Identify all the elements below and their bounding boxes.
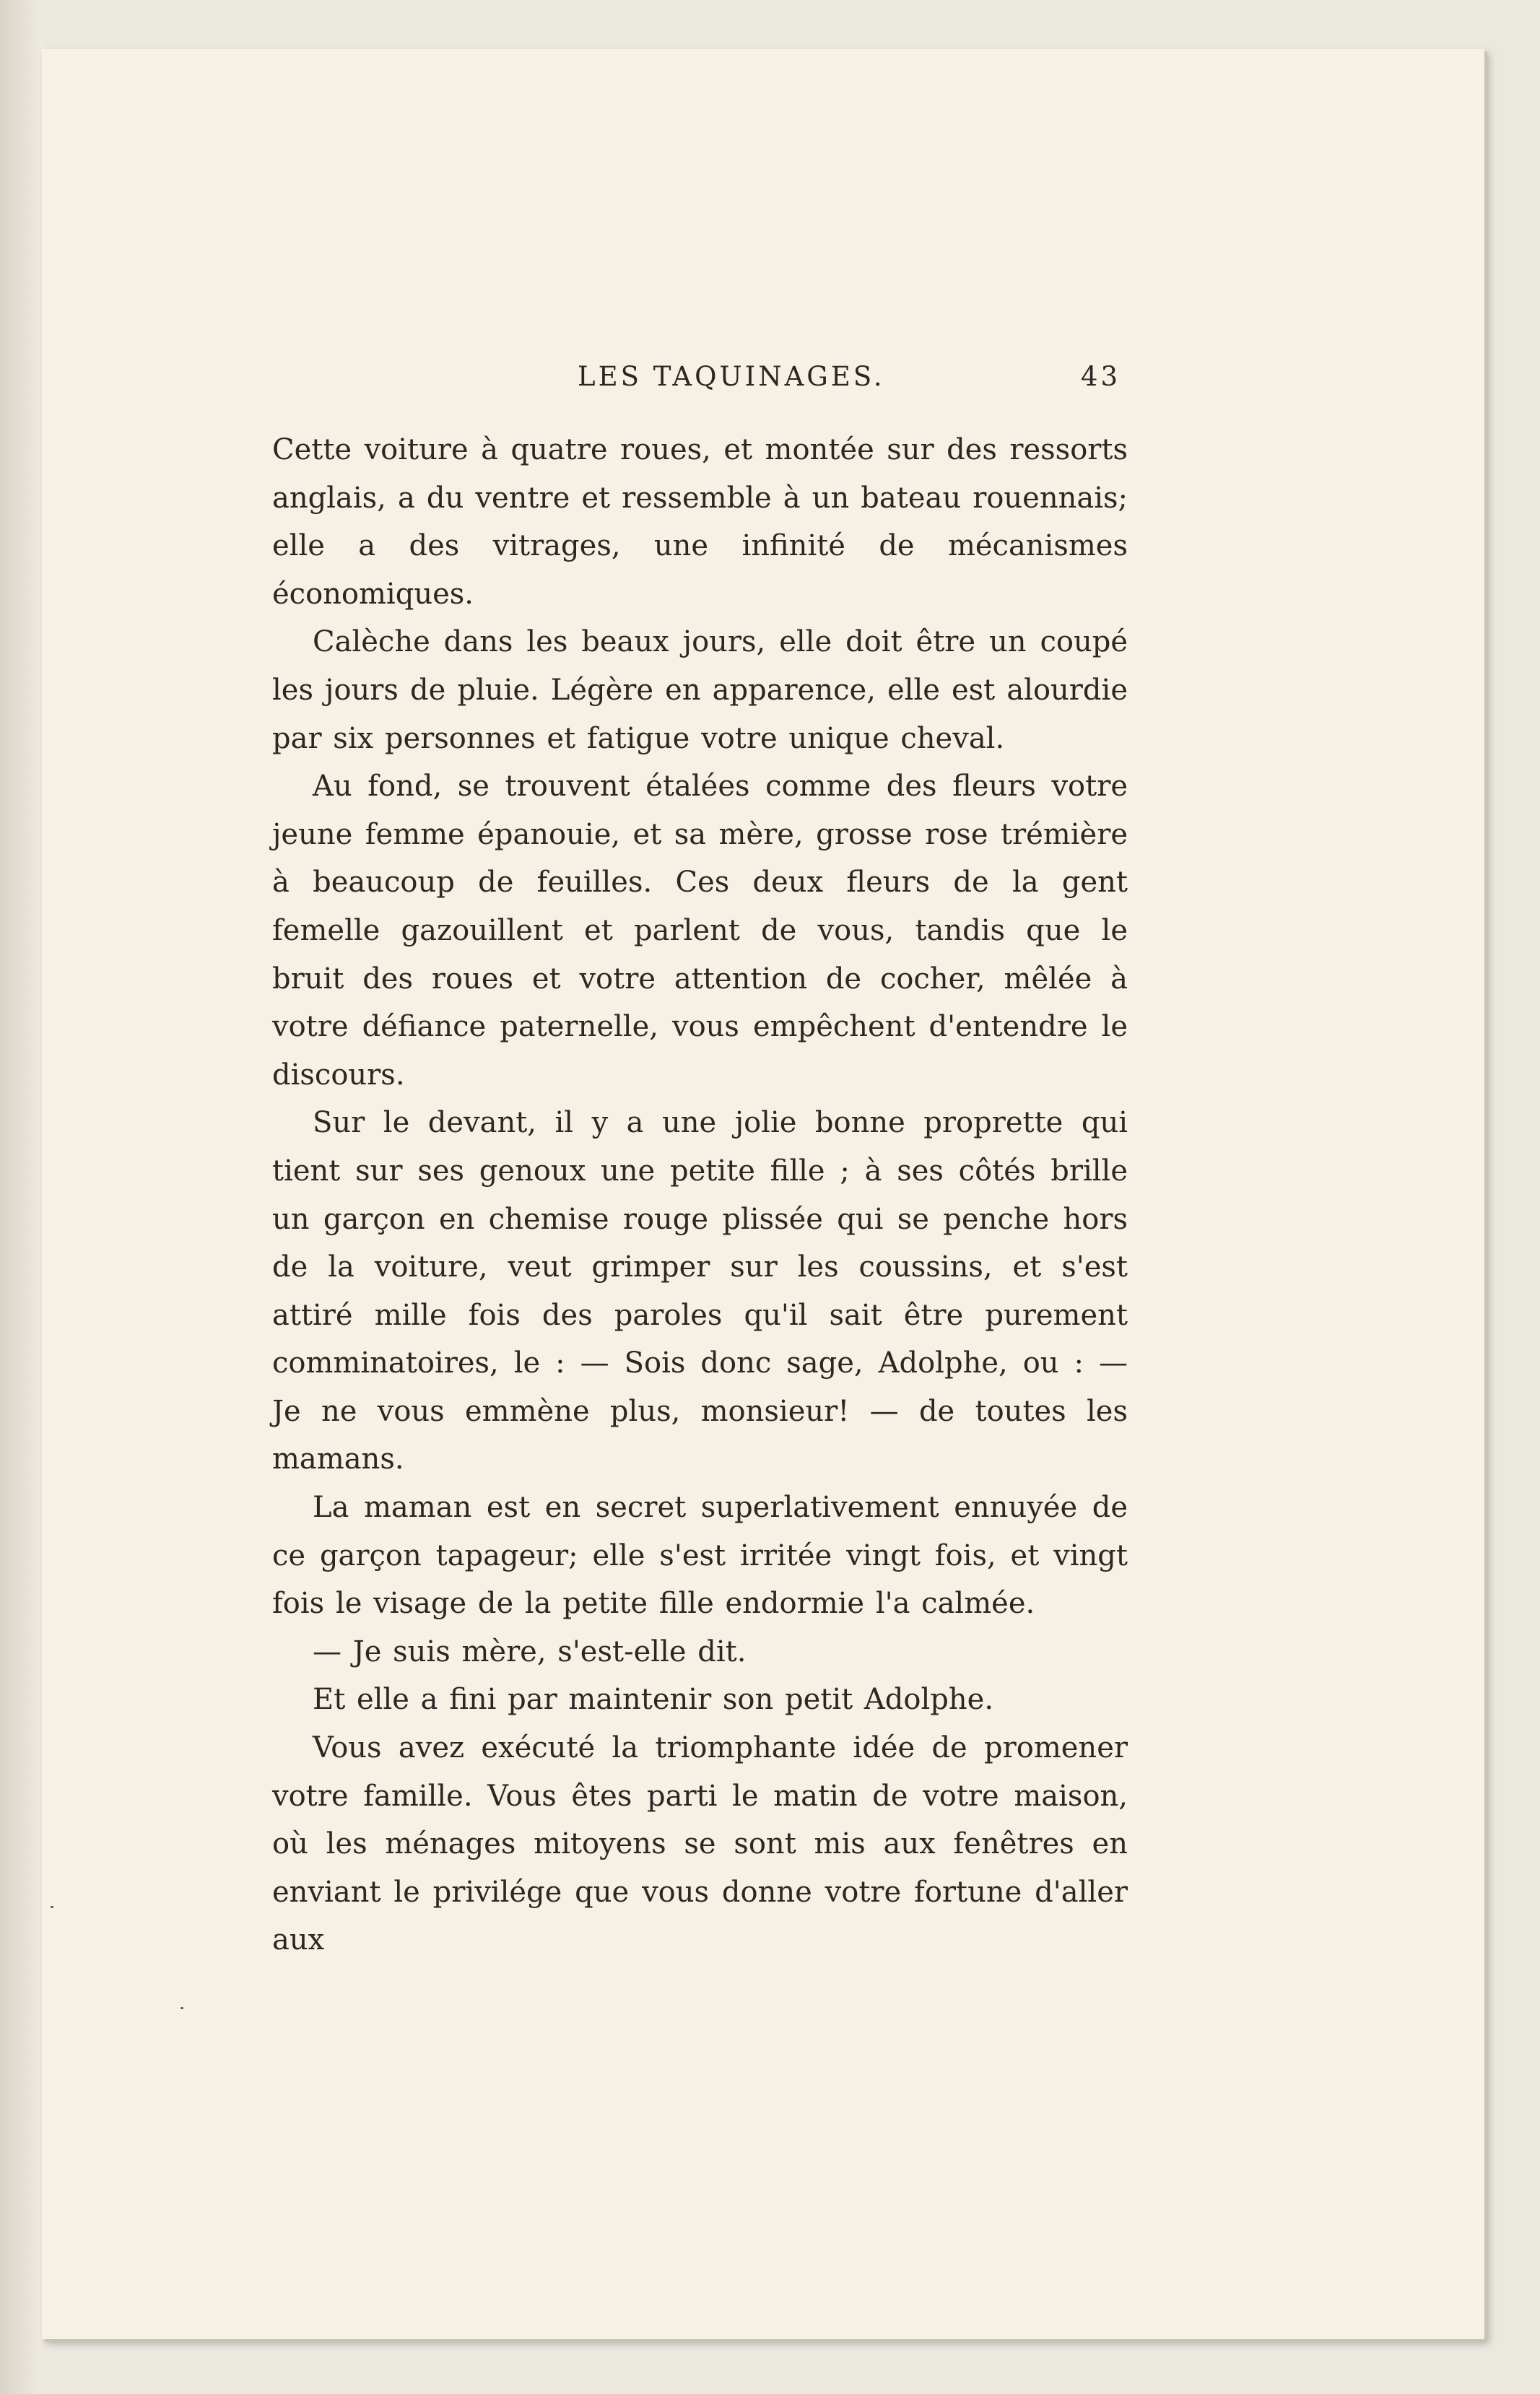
paper-speck bbox=[51, 1906, 53, 1908]
paragraph: Et elle a fini par maintenir son petit Adolphe. bbox=[313, 1683, 994, 1717]
paragraph: Au fond, se trouvent étalées comme des fleurs votre jeune femme épanouie, et sa mère, grosse rose trémière à beaucoup de feuilles. Ces deux fleurs de la gent femelle gazouillent et parlent de vous, tandis que le bruit des roues et votre attention de cocher, mêlée à votre défiance paternelle, vous empêchent d'entendre le discours. bbox=[272, 770, 1128, 1092]
paragraph: Sur le devant, il y a une jolie bonne proprette qui tient sur ses genoux une petite fille ; à ses côtés brille un garçon en chemise rouge plissée qui se penche hors de la voiture, veut grimper sur les coussins, et s'est attiré mille fois des paroles qu'il sait être purement comminatoires, le : — Sois donc sage, Adolphe, ou : — Je ne vous emmène plus, monsieur! — de toutes les mamans. bbox=[272, 1106, 1128, 1476]
paragraph: Calèche dans les beaux jours, elle doit être un coupé les jours de pluie. Légère en apparence, elle est alourdie par six personnes et fatigue votre unique cheval. bbox=[272, 625, 1128, 755]
page-number: 43 bbox=[1080, 361, 1121, 392]
book-gutter bbox=[0, 0, 42, 2394]
paragraph: Cette voiture à quatre roues, et montée sur des ressorts anglais, a du ventre et ressemble à un bateau rouennais; elle a des vitrages, une infinité de mécanismes économiques. bbox=[272, 433, 1128, 611]
running-title: LES TAQUINAGES. bbox=[578, 361, 885, 392]
paragraph: Vous avez exécuté la triomphante idée de promener votre famille. Vous êtes parti le matin de votre maison, où les ménages mitoyens se sont mis aux fenêtres en enviant le privilége que vous donne votre fortune d'aller aux bbox=[272, 1731, 1128, 1957]
body-text bbox=[272, 426, 1128, 1964]
paragraph: — Je suis mère, s'est-elle dit. bbox=[313, 1635, 747, 1668]
paper-speck bbox=[180, 2007, 183, 2009]
paragraph: La maman est en secret superlativement ennuyée de ce garçon tapageur; elle s'est irritée vingt fois, et vingt fois le visage de la petite fille endormie l'a calmée. bbox=[272, 1491, 1128, 1621]
running-head bbox=[578, 361, 1141, 404]
